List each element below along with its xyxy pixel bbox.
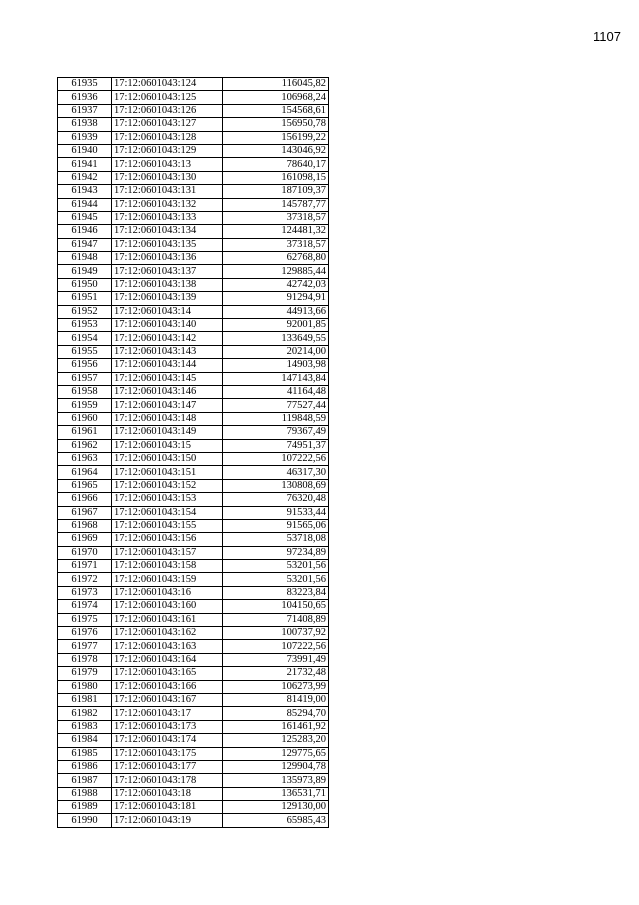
cadastral-number-cell: 17:12:0601043:147 [112,399,223,412]
value-cell: 107222,56 [223,452,329,465]
value-cell: 187109,37 [223,185,329,198]
table-row [58,426,329,439]
table-row [58,198,329,211]
row-number-cell: 61955 [58,345,112,358]
cadastral-number-cell: 17:12:0601043:145 [112,372,223,385]
table-row [58,91,329,104]
row-number-cell: 61980 [58,680,112,693]
row-number-cell: 61941 [58,158,112,171]
cadastral-number-cell: 17:12:0601043:181 [112,801,223,814]
value-cell: 46317,30 [223,466,329,479]
value-cell: 145787,77 [223,198,329,211]
value-cell: 91294,91 [223,292,329,305]
value-cell: 106273,99 [223,680,329,693]
table-row [58,332,329,345]
row-number-cell: 61965 [58,479,112,492]
table-row [58,399,329,412]
row-number-cell: 61942 [58,171,112,184]
row-number-cell: 61972 [58,573,112,586]
cadastral-number-cell: 17:12:0601043:128 [112,131,223,144]
cadastral-number-cell: 17:12:0601043:137 [112,265,223,278]
row-number-cell: 61983 [58,720,112,733]
table-row [58,78,329,91]
row-number-cell: 61954 [58,332,112,345]
value-cell: 73991,49 [223,653,329,666]
table-row [58,586,329,599]
row-number-cell: 61975 [58,613,112,626]
cadastral-number-cell: 17:12:0601043:151 [112,466,223,479]
table-row [58,144,329,157]
row-number-cell: 61945 [58,211,112,224]
cadastral-number-cell: 17:12:0601043:142 [112,332,223,345]
cadastral-number-cell: 17:12:0601043:139 [112,292,223,305]
row-number-cell: 61960 [58,412,112,425]
table-row [58,252,329,265]
table-row [58,265,329,278]
row-number-cell: 61964 [58,466,112,479]
row-number-cell: 61938 [58,118,112,131]
cadastral-number-cell: 17:12:0601043:13 [112,158,223,171]
value-cell: 91533,44 [223,506,329,519]
table-row [58,707,329,720]
value-cell: 83223,84 [223,586,329,599]
cadastral-value-table [57,77,329,828]
cadastral-number-cell: 17:12:0601043:148 [112,412,223,425]
value-cell: 119848,59 [223,412,329,425]
table-row [58,667,329,680]
value-cell: 161098,15 [223,171,329,184]
value-cell: 65985,43 [223,814,329,827]
table-row [58,720,329,733]
table-row [58,118,329,131]
value-cell: 53201,56 [223,573,329,586]
value-cell: 91565,06 [223,519,329,532]
value-cell: 129885,44 [223,265,329,278]
row-number-cell: 61957 [58,372,112,385]
value-cell: 53201,56 [223,560,329,573]
table-row [58,385,329,398]
row-number-cell: 61970 [58,546,112,559]
table-row [58,814,329,827]
cadastral-number-cell: 17:12:0601043:127 [112,118,223,131]
row-number-cell: 61986 [58,760,112,773]
row-number-cell: 61976 [58,627,112,640]
row-number-cell: 61974 [58,600,112,613]
table-row [58,345,329,358]
value-cell: 42742,03 [223,278,329,291]
table-row [58,734,329,747]
cadastral-number-cell: 17:12:0601043:136 [112,252,223,265]
table-row [58,506,329,519]
table-row [58,439,329,452]
table-row [58,131,329,144]
cadastral-number-cell: 17:12:0601043:138 [112,278,223,291]
row-number-cell: 61948 [58,252,112,265]
table-row [58,600,329,613]
table-row [58,533,329,546]
cadastral-number-cell: 17:12:0601043:130 [112,171,223,184]
value-cell: 129130,00 [223,801,329,814]
value-cell: 116045,82 [223,78,329,91]
table-row [58,319,329,332]
value-cell: 76320,48 [223,493,329,506]
cadastral-number-cell: 17:12:0601043:143 [112,345,223,358]
value-cell: 156950,78 [223,118,329,131]
value-cell: 125283,20 [223,734,329,747]
row-number-cell: 61981 [58,693,112,706]
row-number-cell: 61940 [58,144,112,157]
value-cell: 147143,84 [223,372,329,385]
table-row [58,519,329,532]
row-number-cell: 61989 [58,801,112,814]
cadastral-number-cell: 17:12:0601043:146 [112,385,223,398]
value-cell: 37318,57 [223,211,329,224]
row-number-cell: 61978 [58,653,112,666]
cadastral-number-cell: 17:12:0601043:134 [112,225,223,238]
cadastral-number-cell: 17:12:0601043:150 [112,452,223,465]
cadastral-number-cell: 17:12:0601043:133 [112,211,223,224]
row-number-cell: 61949 [58,265,112,278]
value-cell: 14903,98 [223,359,329,372]
row-number-cell: 61947 [58,238,112,251]
cadastral-number-cell: 17:12:0601043:162 [112,627,223,640]
value-cell: 133649,55 [223,332,329,345]
cadastral-number-cell: 17:12:0601043:152 [112,479,223,492]
row-number-cell: 61988 [58,787,112,800]
page-number: 1107 [593,29,621,44]
cadastral-number-cell: 17:12:0601043:173 [112,720,223,733]
table-row [58,680,329,693]
row-number-cell: 61952 [58,305,112,318]
table-row [58,774,329,787]
table-row [58,185,329,198]
value-cell: 92001,85 [223,319,329,332]
cadastral-number-cell: 17:12:0601043:157 [112,546,223,559]
row-number-cell: 61966 [58,493,112,506]
row-number-cell: 61959 [58,399,112,412]
table-row [58,292,329,305]
value-cell: 100737,92 [223,627,329,640]
cadastral-number-cell: 17:12:0601043:175 [112,747,223,760]
row-number-cell: 61956 [58,359,112,372]
row-number-cell: 61967 [58,506,112,519]
value-cell: 20214,00 [223,345,329,358]
value-cell: 156199,22 [223,131,329,144]
table-row [58,627,329,640]
cadastral-number-cell: 17:12:0601043:163 [112,640,223,653]
row-number-cell: 61979 [58,667,112,680]
row-number-cell: 61982 [58,707,112,720]
table-row [58,573,329,586]
value-cell: 41164,48 [223,385,329,398]
row-number-cell: 61984 [58,734,112,747]
cadastral-number-cell: 17:12:0601043:167 [112,693,223,706]
cadastral-number-cell: 17:12:0601043:178 [112,774,223,787]
cadastral-number-cell: 17:12:0601043:124 [112,78,223,91]
row-number-cell: 61951 [58,292,112,305]
row-number-cell: 61961 [58,426,112,439]
table-row [58,747,329,760]
value-cell: 129775,65 [223,747,329,760]
table-row [58,801,329,814]
cadastral-number-cell: 17:12:0601043:158 [112,560,223,573]
value-cell: 74951,37 [223,439,329,452]
value-cell: 97234,89 [223,546,329,559]
row-number-cell: 61958 [58,385,112,398]
table-row [58,104,329,117]
value-cell: 53718,08 [223,533,329,546]
table-row [58,305,329,318]
table-row [58,466,329,479]
cadastral-number-cell: 17:12:0601043:174 [112,734,223,747]
table-row [58,560,329,573]
cadastral-number-cell: 17:12:0601043:14 [112,305,223,318]
value-cell: 130808,69 [223,479,329,492]
value-cell: 135973,89 [223,774,329,787]
cadastral-number-cell: 17:12:0601043:15 [112,439,223,452]
cadastral-number-cell: 17:12:0601043:18 [112,787,223,800]
value-cell: 104150,65 [223,600,329,613]
row-number-cell: 61971 [58,560,112,573]
cadastral-number-cell: 17:12:0601043:159 [112,573,223,586]
row-number-cell: 61987 [58,774,112,787]
row-number-cell: 61963 [58,452,112,465]
table-row [58,278,329,291]
value-cell: 77527,44 [223,399,329,412]
table-row [58,787,329,800]
cadastral-number-cell: 17:12:0601043:161 [112,613,223,626]
table-row [58,171,329,184]
cadastral-number-cell: 17:12:0601043:166 [112,680,223,693]
table-row [58,693,329,706]
cadastral-number-cell: 17:12:0601043:144 [112,359,223,372]
row-number-cell: 61946 [58,225,112,238]
value-cell: 161461,92 [223,720,329,733]
row-number-cell: 61953 [58,319,112,332]
row-number-cell: 61936 [58,91,112,104]
cadastral-number-cell: 17:12:0601043:155 [112,519,223,532]
cadastral-number-cell: 17:12:0601043:16 [112,586,223,599]
value-cell: 78640,17 [223,158,329,171]
table-row [58,613,329,626]
value-cell: 136531,71 [223,787,329,800]
cadastral-number-cell: 17:12:0601043:153 [112,493,223,506]
row-number-cell: 61973 [58,586,112,599]
row-number-cell: 61944 [58,198,112,211]
row-number-cell: 61977 [58,640,112,653]
table-row [58,479,329,492]
table-row [58,158,329,171]
value-cell: 71408,89 [223,613,329,626]
row-number-cell: 61985 [58,747,112,760]
value-cell: 129904,78 [223,760,329,773]
table-row [58,359,329,372]
value-cell: 154568,61 [223,104,329,117]
value-cell: 37318,57 [223,238,329,251]
table-row [58,412,329,425]
cadastral-number-cell: 17:12:0601043:129 [112,144,223,157]
value-cell: 21732,48 [223,667,329,680]
table-row [58,452,329,465]
value-cell: 124481,32 [223,225,329,238]
row-number-cell: 61935 [58,78,112,91]
row-number-cell: 61939 [58,131,112,144]
cadastral-number-cell: 17:12:0601043:126 [112,104,223,117]
row-number-cell: 61990 [58,814,112,827]
cadastral-number-cell: 17:12:0601043:160 [112,600,223,613]
cadastral-number-cell: 17:12:0601043:177 [112,760,223,773]
cadastral-number-cell: 17:12:0601043:132 [112,198,223,211]
table-row [58,546,329,559]
value-cell: 44913,66 [223,305,329,318]
row-number-cell: 61969 [58,533,112,546]
cadastral-number-cell: 17:12:0601043:149 [112,426,223,439]
row-number-cell: 61943 [58,185,112,198]
table-row [58,225,329,238]
value-cell: 107222,56 [223,640,329,653]
cadastral-number-cell: 17:12:0601043:135 [112,238,223,251]
cadastral-number-cell: 17:12:0601043:140 [112,319,223,332]
cadastral-number-cell: 17:12:0601043:154 [112,506,223,519]
cadastral-number-cell: 17:12:0601043:164 [112,653,223,666]
table-row [58,238,329,251]
table-row [58,760,329,773]
value-cell: 81419,00 [223,693,329,706]
table-row [58,372,329,385]
cadastral-number-cell: 17:12:0601043:19 [112,814,223,827]
table-row [58,640,329,653]
value-cell: 79367,49 [223,426,329,439]
value-cell: 143046,92 [223,144,329,157]
row-number-cell: 61937 [58,104,112,117]
cadastral-number-cell: 17:12:0601043:131 [112,185,223,198]
row-number-cell: 61950 [58,278,112,291]
table-body [58,78,329,828]
cadastral-number-cell: 17:12:0601043:165 [112,667,223,680]
value-cell: 106968,24 [223,91,329,104]
value-cell: 62768,80 [223,252,329,265]
cadastral-number-cell: 17:12:0601043:17 [112,707,223,720]
row-number-cell: 61962 [58,439,112,452]
value-cell: 85294,70 [223,707,329,720]
cadastral-number-cell: 17:12:0601043:156 [112,533,223,546]
cadastral-number-cell: 17:12:0601043:125 [112,91,223,104]
row-number-cell: 61968 [58,519,112,532]
table-row [58,653,329,666]
table-row [58,211,329,224]
table-row [58,493,329,506]
